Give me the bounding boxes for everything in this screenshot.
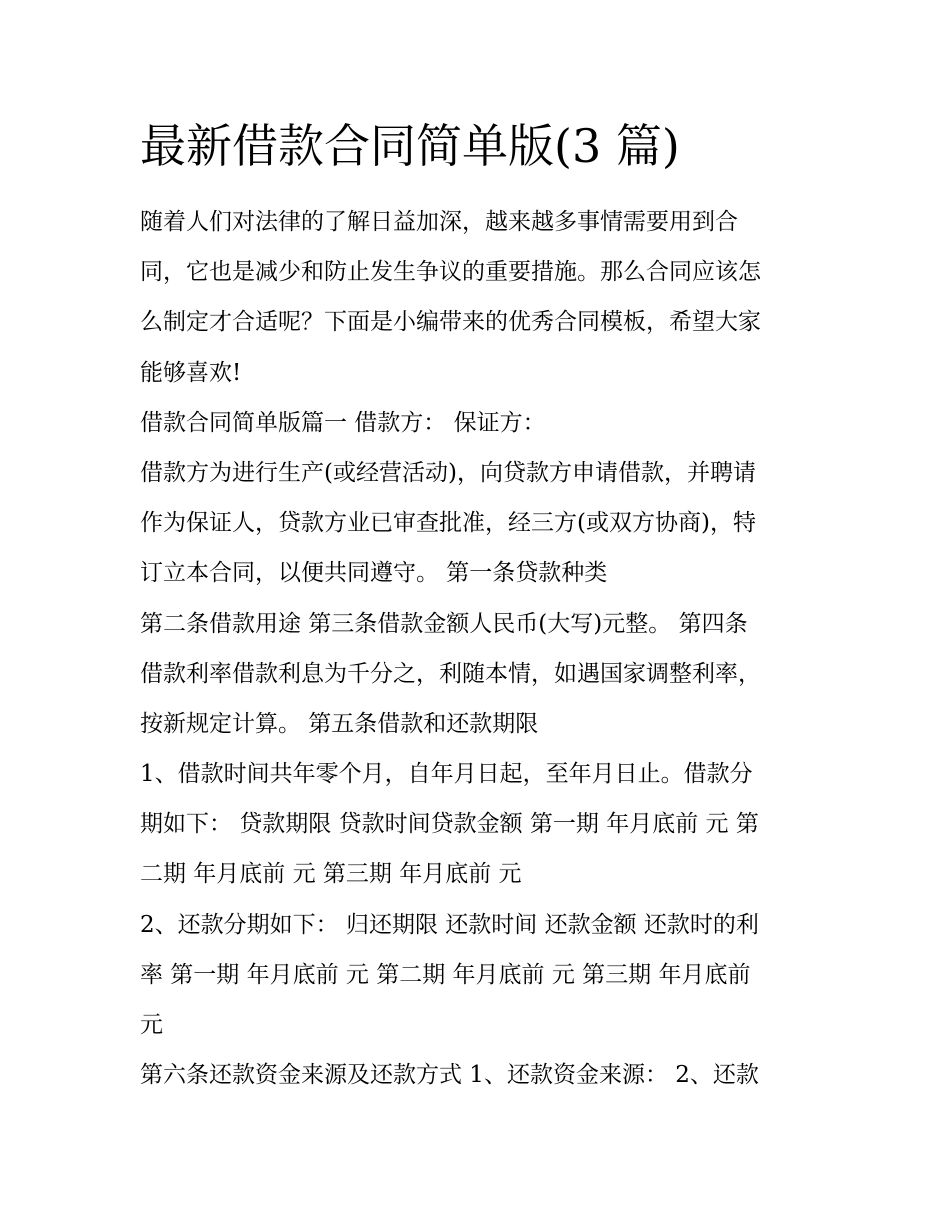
body-line-16: 率 第一期 年月底前 元 第二期 年月底前 元 第三期 年月底前 [140, 961, 751, 988]
body-line-7: 作为保证人，贷款方业已审查批准，经三方(或双方协商)，特 [140, 510, 756, 537]
body-line-2: 同，它也是减少和防止发生争议的重要措施。那么合同应该怎 [140, 259, 761, 286]
body-line-17: 元 [140, 1012, 163, 1038]
body-line-3: 么制定才合适呢？下面是小编带来的优秀合同模板，希望大家 [140, 309, 761, 336]
body-line-11: 按新规定计算。 第五条借款和还款期限 [140, 710, 539, 737]
document-body [140, 205, 840, 1108]
body-line-8: 订立本合同，以便共同遵守。 第一条贷款种类 [140, 560, 608, 587]
body-line-1: 随着人们对法律的了解日益加深，越来越多事情需要用到合 [140, 209, 738, 235]
body-line-6: 借款方为进行生产(或经营活动)，向贷款方申请借款，并聘请 [140, 459, 756, 486]
body-line-12: 1、借款时间共年零个月，自年月日起，至年月日止。借款分 [140, 761, 753, 788]
body-line-9: 第二条借款用途 第三条借款金额人民币(大写)元整。 第四条 [140, 610, 748, 637]
body-line-10: 借款利率借款利息为千分之，利随本情，如遇国家调整利率， [140, 660, 761, 687]
body-line-4: 能够喜欢! [140, 359, 242, 386]
document-title: 最新借款合同简单版(3 篇) [140, 119, 680, 173]
body-line-15: 2、还款分期如下： 归还期限 还款时间 还款金额 还款时的利 [140, 911, 759, 938]
body-line-14: 二期 年月底前 元 第三期 年月底前 元 [140, 861, 522, 888]
body-line-13: 期如下： 贷款期限 贷款时间贷款金额 第一期 年月底前 元 第 [140, 811, 759, 838]
body-line-18: 第六条还款资金来源及还款方式 1、还款资金来源： 2、还款 [140, 1062, 759, 1089]
body-line-5: 借款合同简单版篇一 借款方： 保证方： [140, 409, 546, 436]
